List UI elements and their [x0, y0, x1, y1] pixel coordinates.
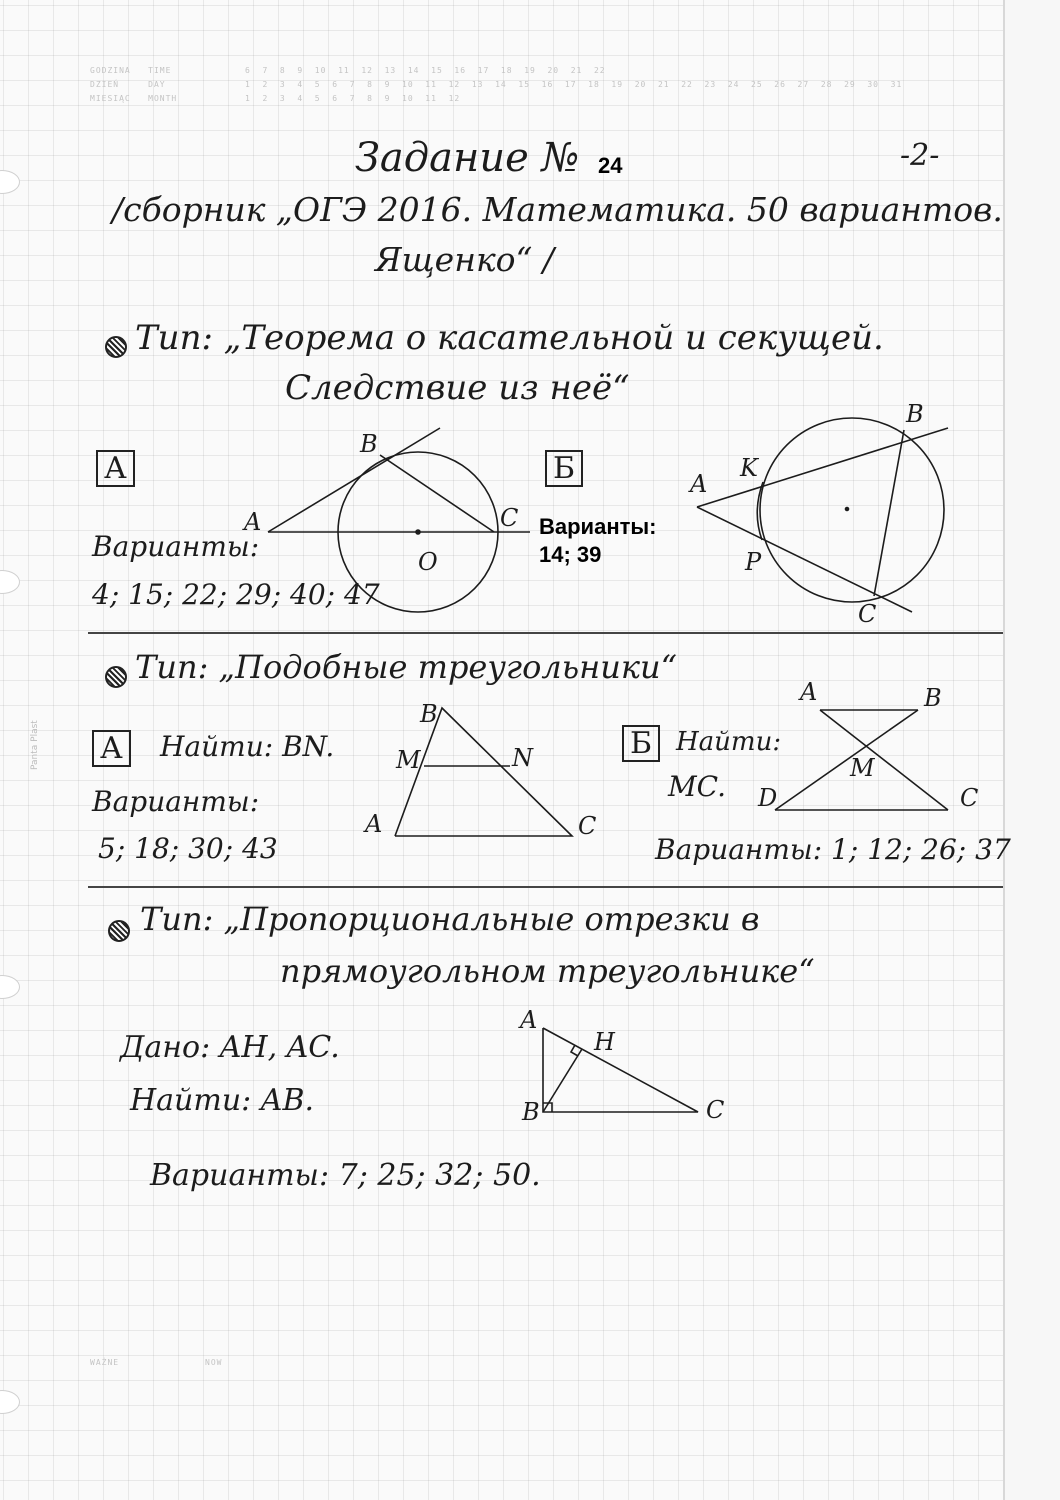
center-dot: [416, 530, 420, 534]
page-mark: -2-: [900, 138, 940, 173]
diagram-similar-triangles-a: [363, 700, 596, 840]
point-a: A: [244, 508, 262, 536]
footer-label-now: NOW: [205, 1358, 223, 1367]
section2-a-variants-label: Варианты:: [92, 785, 260, 818]
source-line-2: Ященко“ /: [375, 240, 555, 279]
point-c-3: C: [706, 1096, 725, 1124]
section3-find: Найти: AB.: [130, 1083, 315, 1118]
section1-a-variants-label: Варианты:: [92, 530, 260, 563]
secant-ab: [697, 428, 948, 507]
point-o: O: [418, 548, 438, 576]
segment-ac-2b: [820, 710, 948, 810]
section3-type-line2: прямоугольном треугольнике“: [280, 952, 815, 990]
diagram-two-secants-b: [688, 400, 948, 628]
point-a-2b: A: [800, 678, 818, 706]
point-d-2b: D: [758, 784, 778, 812]
planner-row-month-label: MIESIĄC MONTH: [90, 94, 178, 103]
section2-b-find-line2: MC.: [668, 770, 726, 803]
planner-row-time-label: GODZINA TIME: [90, 66, 172, 75]
point-k: K: [740, 454, 758, 482]
section1-a-label: А: [96, 450, 135, 487]
secant-ac2: [697, 507, 912, 612]
section1-b-variants-label: Варианты:: [539, 514, 657, 539]
diagram-similar-triangles-b: [757, 678, 978, 812]
point-c-2a: C: [578, 812, 597, 840]
section2-b-label: Б: [622, 725, 660, 762]
planner-row-month-values: 1 2 3 4 5 6 7 8 9 10 11 12: [245, 94, 461, 103]
point-b-3: B: [522, 1098, 540, 1126]
section1-a-variants: 4; 15; 22; 29; 40; 47: [92, 578, 380, 611]
point-c: C: [500, 504, 519, 532]
source-line-1: /сборник „ОГЭ 2016. Математика. 50 вариантов.: [112, 190, 1003, 229]
section2-b-variants: Варианты: 1; 12; 26; 37: [655, 833, 1011, 866]
point-a-b: A: [690, 470, 708, 498]
point-c-b: C: [858, 600, 877, 628]
section1-b-variants: 14; 39: [539, 542, 602, 567]
point-n-2a: N: [512, 744, 533, 772]
circle-1b: [760, 418, 944, 602]
planner-row-day-values: 1 2 3 4 5 6 7 8 9 10 11 12 13 14 15 16 17 18 19 20 21 22 23 24 25 26 27 28 29 30 31: [245, 80, 903, 89]
chord-bc2: [874, 430, 904, 596]
section1-b-label: Б: [545, 450, 583, 487]
planner-row-day-label: DZIEŃ DAY: [90, 80, 166, 89]
section3-variants: Варианты: 7; 25; 32; 50.: [150, 1158, 541, 1193]
section2-a-find: Найти: BN.: [160, 730, 335, 763]
point-h-3: H: [594, 1028, 615, 1056]
diagram-right-triangle: [518, 1006, 724, 1126]
task-number: 24: [598, 153, 623, 178]
task-title: Задание №: [355, 135, 580, 181]
point-c-2b: C: [960, 784, 979, 812]
point-b-b: B: [906, 400, 924, 428]
point-b-2b: B: [924, 684, 942, 712]
section2-type-line: Тип: „Подобные треугольники“: [135, 648, 677, 686]
point-p: P: [745, 548, 762, 576]
tangent-ab: [268, 428, 440, 532]
point-b-2a: B: [420, 700, 438, 728]
point-m-2b: M: [850, 754, 875, 782]
segment-bd-2b: [775, 710, 918, 810]
section-divider: [88, 886, 1003, 888]
point-a-2a: A: [365, 810, 383, 838]
center-dot-b: [846, 508, 849, 511]
section3-given: Дано: AH, AC.: [120, 1030, 340, 1065]
section2-b-find-line1: Найти:: [676, 727, 782, 757]
diagram-tangent-secant-a: [242, 428, 530, 612]
point-b: B: [360, 430, 378, 458]
brand-label: Panta Plast: [30, 720, 40, 770]
section-divider: [88, 632, 1003, 634]
planner-row-time-values: 6 7 8 9 10 11 12 13 14 15 16 17 18 19 20 21 22: [245, 66, 606, 75]
triangle-abc-3: [543, 1028, 698, 1112]
footer-label-important: WAŻNE: [90, 1358, 120, 1367]
section1-type-line1: Тип: „Теорема о касательной и секущей.: [135, 318, 884, 358]
section1-type-line2: Следствие из неё“: [285, 368, 630, 408]
section2-a-label: А: [92, 730, 131, 767]
section-bullet-icon: [105, 666, 127, 688]
section-bullet-icon: [108, 920, 130, 942]
point-m-2a: M: [396, 746, 421, 774]
point-a-3: A: [520, 1006, 538, 1034]
section3-type-line1: Тип: „Пропорциональные отрезки в: [140, 900, 760, 938]
chord-bc: [380, 455, 494, 532]
section2-a-variants: 5; 18; 30; 43: [98, 832, 278, 865]
